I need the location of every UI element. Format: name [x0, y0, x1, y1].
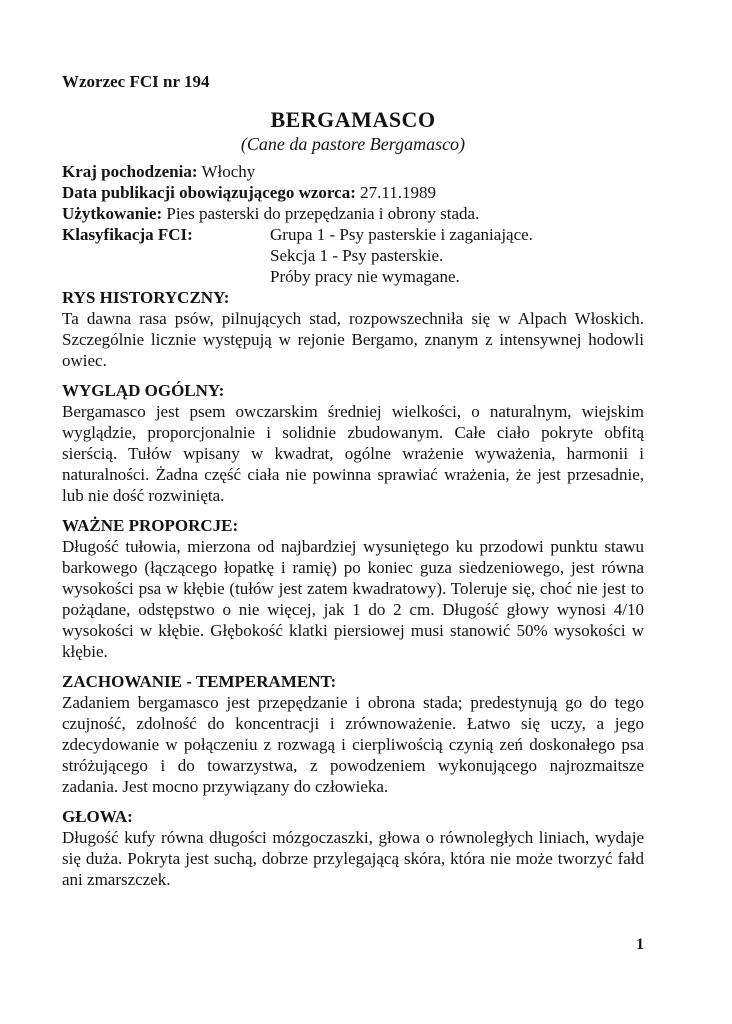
classification-trials: Próby pracy nie wymagane. — [270, 267, 460, 286]
section-heading: GŁOWA: — [62, 807, 133, 826]
section-important-proportions — [62, 515, 644, 662]
section-body: Ta dawna rasa psów, pilnujących stad, rozpowszechniła się w Alpach Włoskich. Szczególnie licznie występują w rejonie Bergamo, znanym z intensywnej hodowli owiec. — [62, 309, 644, 370]
usage-value: Pies pasterski do przepędzania i obrony stada. — [166, 204, 480, 223]
document-content — [62, 71, 644, 890]
origin-line — [62, 161, 644, 182]
section-head — [62, 806, 644, 890]
publication-label: Data publikacji obowiązującego wzorca: — [62, 183, 356, 202]
standard-number: Wzorzec FCI nr 194 — [62, 72, 210, 91]
section-heading: WYGLĄD OGÓLNY: — [62, 381, 225, 400]
classification-section: Sekcja 1 - Psy pasterskie. — [270, 246, 444, 265]
section-body: Zadaniem bergamasco jest przepędzanie i obrona stada; predestynują go do tego czujność, zdolność do koncentracji i zrównoważenie. Łatwo się uczy, a jego zdecydowanie w połączeniu z rozwagą i cierpliwością czynią zeń doskonałego psa stróżującego i do towarzystwa, z powodzeniem wykonującego najrozmaitsze zadania. Jest mocno przywiązany do człowieka. — [62, 693, 644, 796]
classification-lines — [270, 224, 533, 287]
section-body: Bergamasco jest psem owczarskim średniej wielkości, o naturalnym, wiejskim wyglądzie, proporcjonalnie i solidnie zbudowanym. Całe ciało pokryte obfitą sierścią. Tułów wpisany w kwadrat, ogólne wrażenie wyważenia, harmonii i naturalności. Żadna część ciała nie powinna sprawiać wrażenia, że jest przesadnie, lub nie dość rozwinięta. — [62, 402, 644, 505]
section-heading: RYS HISTORYCZNY: — [62, 288, 230, 307]
page-number: 1 — [636, 936, 644, 953]
fci-classification — [62, 224, 644, 287]
usage-label: Użytkowanie: — [62, 204, 163, 223]
section-general-appearance — [62, 380, 644, 506]
breed-subtitle: (Cane da pastore Bergamasco) — [240, 134, 466, 154]
section-heading: ZACHOWANIE - TEMPERAMENT: — [62, 672, 337, 691]
usage-line — [62, 203, 644, 224]
section-body: Długość kufy równa długości mózgoczaszki, głowa o równoległych liniach, wydaje się duża. Pokryta jest suchą, dobrze przylegającą skóra, która nie może tworzyć fałd ani zmarszczek. — [62, 828, 644, 889]
classification-label: Klasyfikacja FCI: — [62, 225, 193, 244]
section-heading: WAŻNE PROPORCJE: — [62, 516, 239, 535]
publication-value: 27.11.1989 — [360, 183, 436, 202]
publication-line — [62, 182, 644, 203]
origin-label: Kraj pochodzenia: — [62, 162, 198, 181]
origin-value: Włochy — [201, 162, 256, 181]
classification-group: Grupa 1 - Psy pasterskie i zaganiające. — [270, 225, 533, 244]
breed-title: BERGAMASCO — [270, 107, 436, 132]
section-history — [62, 287, 644, 371]
section-body: Długość tułowia, mierzona od najbardziej wysuniętego ku przodowi punktu stawu barkowego (łączącego łopatkę i ramię) po koniec guza siedzeniowego, jest równa wysokości psa w kłębie (tułów jest zatem kwadratowy). Toleruje się, choć nie jest to pożądane, odstępstwo o nie więcej, jak 1 do 2 cm. Długość głowy wynosi 4/10 wysokości w kłębie. Głębokość klatki piersiowej musi stanowić 50% wysokości w kłębie. — [62, 537, 644, 661]
section-behaviour-temperament — [62, 671, 644, 797]
